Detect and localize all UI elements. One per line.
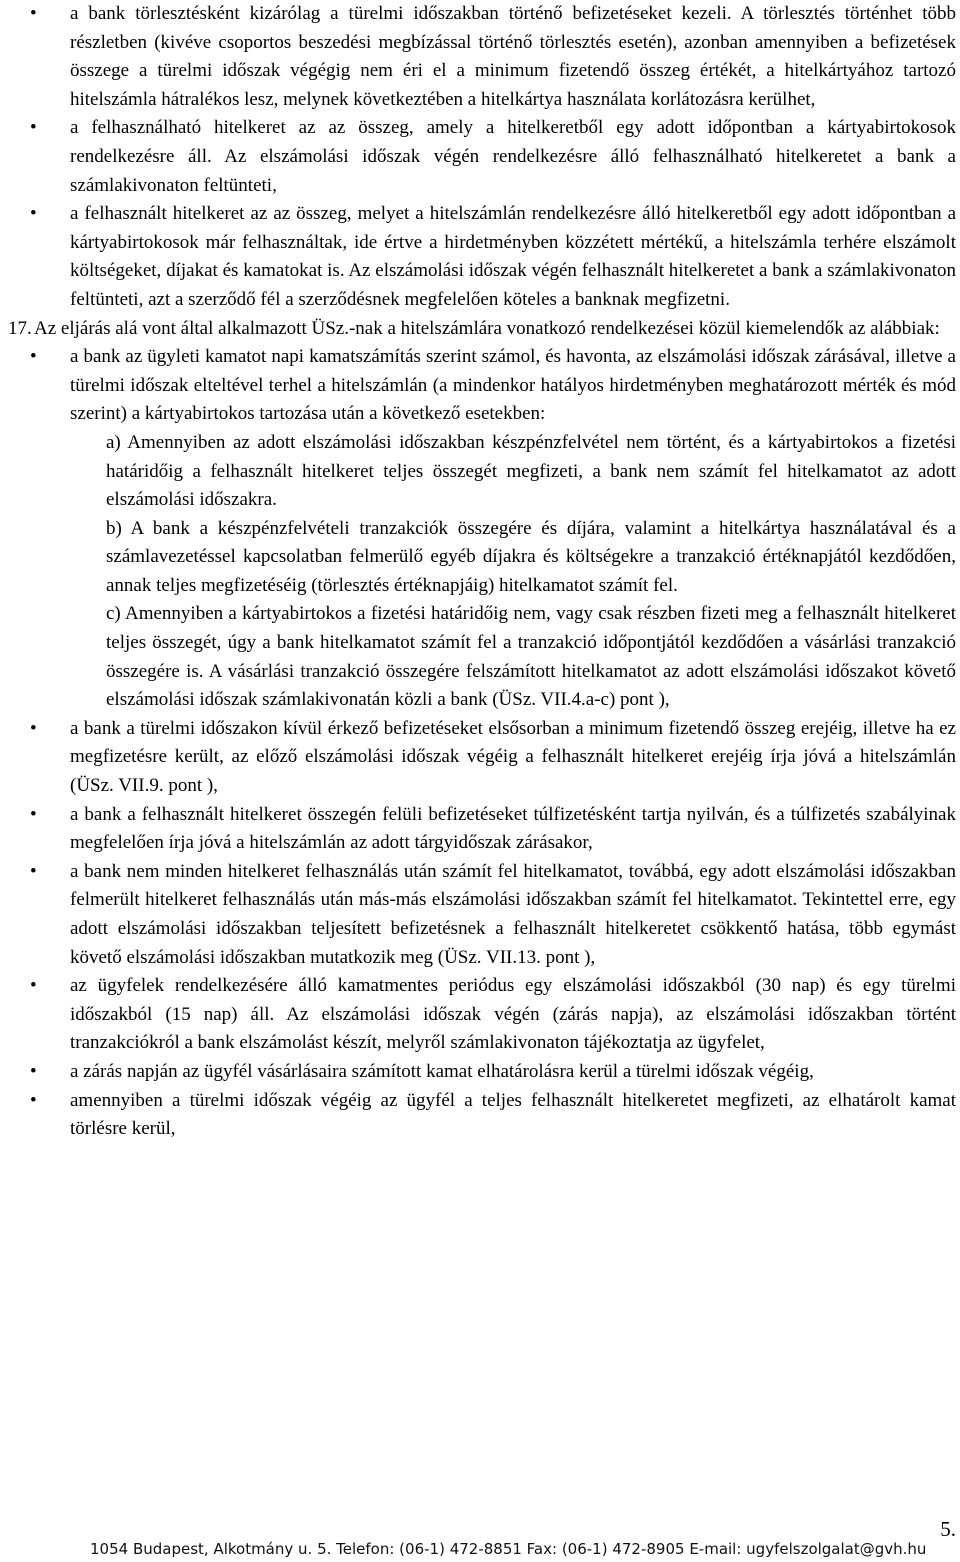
list-item: • a felhasznált hitelkeret az az összeg, melyet a hitelszámlán rendelkezésre álló hitelkeretből egy adott időpontban a kártyabirtokosok már felhasználtak, ide értve a hirdetményben közzétett mértékű, a hitelszámla terhére elszámolt költségeket, díjakat és kamatokat is. Az elszámolási időszak végén felhasznált hitelkeretet a bank a számlakivonaton feltünteti, azt a szerződő fél a szerződésnek megfelelően köteles a banknak megfizetni. [8,200,956,314]
list-item: • a zárás napján az ügyfél vásárlásaira számított kamat elhatárolásra kerül a türelmi időszak végéig, [8,1058,956,1087]
sub-item-c: c) Amennyiben a kártyabirtokos a fizetési határidőig nem, vagy csak részben fizeti meg a felhasznált hitelkeret teljes összegét, úgy a bank hitelkamatot számít fel a tranzakció időpontjától kezdődően a vásárlási tranzakció összegére is. A vásárlási tranzakció összegére felszámított hitelkamatot az adott elszámolási időszakot követő elszámolási időszak számlakivonatán közli a bank (ÜSz. VII.4.a-c) pont ), [106,603,956,711]
sub-item-a: a) Amennyiben az adott elszámolási időszakban készpénzfelvétel nem történt, és a kártyabirtokos a fizetési határidőig a felhasznált hitelkeret teljes összegét megfizeti, a bank nem számít fel hitelkamatot az adott elszámolási időszakra. [106,431,956,511]
list-item: • a bank a felhasznált hitelkeret összegén felüli befizetéseket túlfizetésként tartja nyilván, és a túlfizetés szabályinak megfelelően írja jóvá a hitelszámlán az adott tárgyidőszak zárásakor, [8,801,956,858]
document-body [8,0,956,1144]
list-item: • amennyiben a türelmi időszak végéig az ügyfél a teljes felhasznált hitelkeretet megfizeti, az elhatárolt kamat törlésre kerül, [8,1087,956,1144]
list-item: • a bank a türelmi időszakon kívül érkező befizetéseket elsősorban a minimum fizetendő összeg erejéig, illetve ha ez megfizetésre került, az előző elszámolási időszak végéig a felhasznált hitelkeret erejéig írja jóvá a hitelszámlán (ÜSz. VII.9. pont ), [8,715,956,801]
list-item: • az ügyfelek rendelkezésére álló kamatmentes periódus egy elszámolási időszakból (30 nap) és egy türelmi időszakból (15 nap) áll. Az elszámolási időszak végén (zárás napja), az elszámolási időszakban történt tranzakciókról a bank elszámolást készít, melyről számlakivonaton tájékoztatja az ügyfelet, [8,972,956,1058]
list-item: • a bank törlesztésként kizárólag a türelmi időszakban történő befizetéseket kezeli. A törlesztés történhet több részletben (kivéve csoportos beszedési megbízással történő törlesztés esetén), azonban amennyiben a befizetések összege a türelmi időszak végégig nem éri el a minimum fizetendő összeg értékét, a hitelkártyához tartozó hitelszámla hátralékos lesz, melynek következtében a hitelkártya használata korlátozásra kerülhet, [8,0,956,114]
sub-item-b: b) A bank a készpénzfelvételi tranzakciók összegére és díjára, valamint a hitelkártya használatával és a számlavezetéssel kapcsolatban felmerülő egyéb díjakra és költségekre a tranzakció értéknapjától kezdődően, annak teljes megfizetéséig (törlesztés értéknapjáig) hitelkamatot számít fel. [106,517,956,596]
section-text: Az eljárás alá vont által alkalmazott ÜSz.-nak a hitelszámlára vonatkozó rendelkezései közül kiemelendők az alábbiak: [34,317,940,339]
footer-contact: 1054 Budapest, Alkotmány u. 5. Telefon: (06-1) 472-8851 Fax: (06-1) 472-8905 E-mail: ugyfelszolgalat@gvh.hu [90,1540,927,1558]
section-number: 17. [8,317,32,339]
list-item: • a bank az ügyleti kamatot napi kamatszámítás szerint számol, és havonta, az elszámolási időszak zárásával, illetve a türelmi időszak elteltével terhel a hitelszámlán (a mindenkor hatályos hirdetményben meghatározott mérték és mód szerint) a kártyabirtokos tartozása után a következő esetekben: [8,343,956,429]
page-number: 5. [940,1517,956,1541]
list-item: • a bank nem minden hitelkeret felhasználás után számít fel hitelkamatot, továbbá, egy adott elszámolási időszakban felmerült hitelkeret felhasználás után más-más elszámolási időszakban számít fel hitelkamatot. Tekintettel erre, egy adott elszámolási időszakban teljesített befizetésnek a felhasznált hitelkeretet csökkentő hatása, több egymást követő elszámolási időszakban mutatkozik meg (ÜSz. VII.13. pont ), [8,858,956,972]
list-item: • a felhasználható hitelkeret az az összeg, amely a hitelkeretből egy adott időpontban a kártyabirtokosok rendelkezésre áll. Az elszámolási időszak végén rendelkezésre álló felhasználható hitelkeretet a bank a számlakivonaton feltünteti, [8,114,956,200]
section-17 [8,315,956,344]
